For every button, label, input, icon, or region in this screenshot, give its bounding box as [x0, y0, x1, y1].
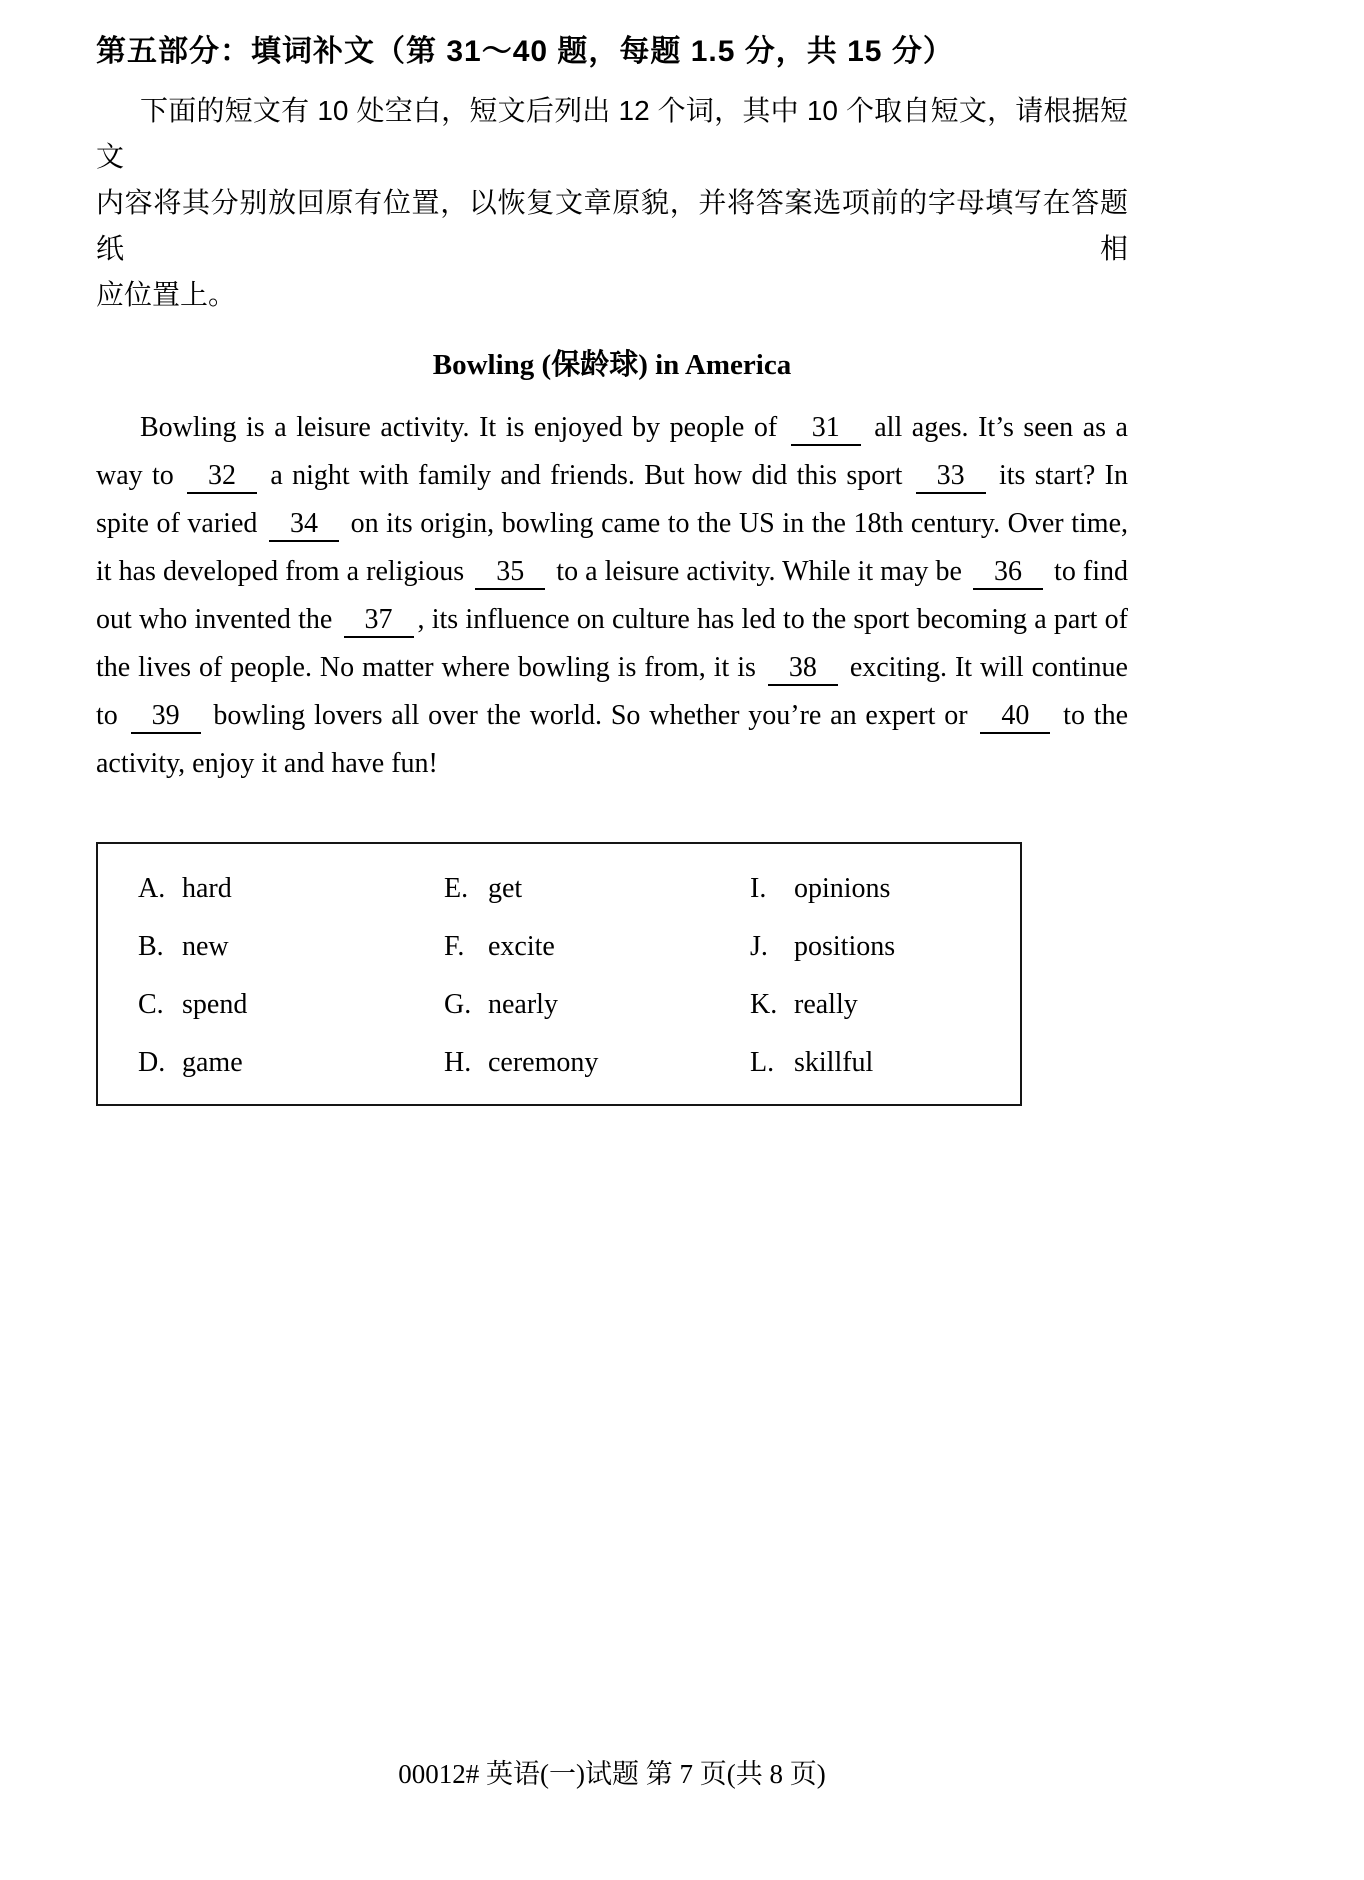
word-option-letter: B. — [138, 931, 164, 962]
word-option-letter: H. — [444, 1047, 472, 1078]
word-option-letter: D. — [138, 1047, 166, 1078]
word-option-letter: E. — [444, 873, 469, 904]
word-option-i — [750, 873, 1020, 905]
passage-text-segment: to find out who invented the — [96, 556, 1128, 635]
passage-text-segment: bowling lovers all over the world. So whether you’re an expert or — [204, 700, 977, 731]
word-option-f — [444, 931, 750, 963]
instruction-line: 应位置上。 — [96, 279, 237, 310]
word-option-text: new — [182, 931, 229, 962]
section-heading: 第五部分：填词补文（第 31～40 题，每题 1.5 分，共 15 分） — [96, 35, 954, 68]
word-option-letter: K. — [750, 989, 778, 1020]
instruction-line: 内容将其分别放回原有位置，以恢复文章原貌，并将答案选项前的字母填写在答题纸相 — [96, 187, 1128, 264]
passage-title: Bowling (保龄球) in America — [432, 349, 792, 381]
passage-text-segment: its start? In spite of varied — [96, 460, 1128, 539]
blank-33: 33 — [916, 459, 986, 494]
word-option-b — [138, 931, 444, 963]
word-option-text: ceremony — [488, 1047, 599, 1078]
passage-text-segment: on its origin, bowling came to the US in the 18th century. Over time, it has developed from a religious — [96, 508, 1129, 587]
word-option-j — [750, 931, 1020, 963]
blank-38: 38 — [768, 651, 838, 686]
passage-text-segment: , its influence on culture has led to the sport becoming a part of the lives of people. No matter where bowling is from, it is — [96, 604, 1128, 683]
passage-text — [96, 404, 1128, 788]
blank-31: 31 — [791, 411, 861, 446]
word-option-letter: J. — [750, 931, 768, 962]
word-option-text: game — [182, 1047, 243, 1078]
word-option-text: excite — [488, 931, 555, 962]
passage-text-segment: to the activity, enjoy it and have fun! — [96, 700, 1128, 779]
word-option-letter: C. — [138, 989, 164, 1020]
instruction-line: 下面的短文有 10 处空白，短文后列出 12 个词，其中 10 个取自短文，请根据短文 — [96, 95, 1128, 172]
blank-37: 37 — [344, 603, 414, 638]
word-option-text: really — [794, 989, 858, 1020]
word-option-c — [138, 989, 444, 1021]
word-option-letter: G. — [444, 989, 472, 1020]
word-option-a — [138, 873, 444, 905]
blank-36: 36 — [973, 555, 1043, 590]
passage-text-segment: a night with family and friends. But how did this sport — [261, 460, 912, 491]
word-option-e — [444, 873, 750, 905]
word-option-text: positions — [794, 931, 896, 962]
passage-text-segment: Bowling is a leisure activity. It is enjoyed by people of — [140, 412, 787, 443]
blank-40: 40 — [980, 699, 1050, 734]
blank-39: 39 — [131, 699, 201, 734]
word-options-box — [96, 842, 1022, 1106]
word-option-g — [444, 989, 750, 1021]
exam-page-content — [96, 30, 1128, 1106]
word-option-d — [138, 1047, 444, 1079]
instructions-block — [96, 88, 1128, 318]
word-option-text: get — [488, 873, 523, 904]
word-option-letter: L. — [750, 1047, 775, 1078]
passage-text-segment: all ages. It’s seen as a way to — [96, 412, 1128, 491]
word-option-letter: A. — [138, 873, 166, 904]
passage-text-segment: to a leisure activity. While it may be — [549, 556, 969, 587]
word-option-text: skillful — [794, 1047, 874, 1078]
word-option-text: spend — [182, 989, 248, 1020]
word-option-letter: F. — [444, 931, 465, 962]
blank-34: 34 — [269, 507, 339, 542]
word-option-k — [750, 989, 1020, 1021]
passage-text-segment: exciting. It will continue to — [96, 652, 1128, 731]
word-option-text: hard — [182, 873, 232, 904]
blank-32: 32 — [187, 459, 257, 494]
word-option-letter: I. — [750, 873, 767, 904]
word-option-text: nearly — [488, 989, 558, 1020]
word-option-h — [444, 1047, 750, 1079]
blank-35: 35 — [475, 555, 545, 590]
page-footer: 00012# 英语(一)试题 第 7 页(共 8 页) — [398, 1759, 826, 1789]
word-option-l — [750, 1047, 1020, 1079]
word-option-text: opinions — [794, 873, 891, 904]
